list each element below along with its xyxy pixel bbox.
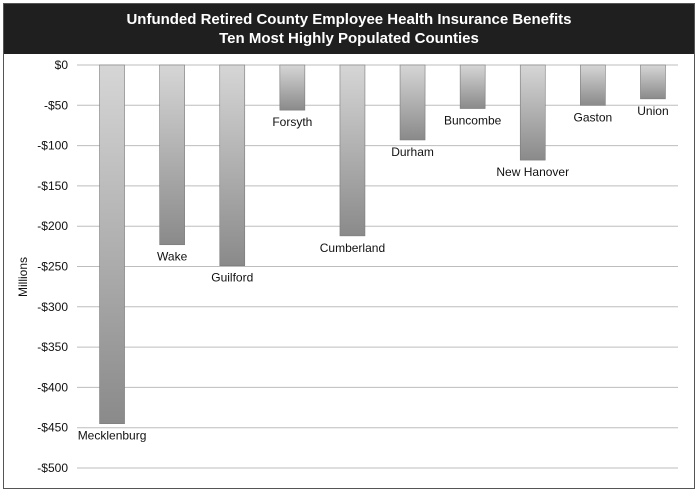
chart-subtitle: Ten Most Highly Populated Counties — [219, 30, 479, 47]
y-tick-label: $0 — [54, 58, 68, 72]
category-label-cumberland: Cumberland — [319, 240, 386, 255]
y-tick-label: -$400 — [37, 380, 68, 395]
category-label-union: Union — [637, 103, 669, 118]
chart-title: Unfunded Retired County Employee Health Insurance Benefits — [126, 11, 572, 28]
category-label-wake: Wake — [157, 249, 188, 264]
y-tick-label: -$200 — [37, 219, 68, 234]
y-tick-label: -$100 — [37, 138, 68, 153]
category-label-gaston: Gaston — [573, 110, 613, 125]
y-tick-label: -$350 — [37, 340, 68, 355]
bar-wake — [160, 65, 185, 245]
category-label-forsyth: Forsyth — [272, 115, 313, 130]
y-tick-label: -$450 — [37, 420, 68, 435]
category-label-buncombe: Buncombe — [443, 113, 502, 128]
y-axis-ticks — [37, 58, 68, 475]
bar-durham — [400, 65, 425, 140]
bar-new-hanover — [520, 65, 545, 160]
bar-mecklenburg — [100, 65, 125, 424]
y-tick-label: -$150 — [37, 178, 68, 193]
bar-union — [640, 65, 665, 99]
category-label-mecklenburg: Mecklenburg — [77, 428, 147, 443]
bar-cumberland — [340, 65, 365, 236]
bar-gaston — [580, 65, 605, 105]
y-tick-label: -$500 — [37, 461, 68, 475]
category-label-guilford: Guilford — [211, 270, 254, 285]
y-tick-label: -$300 — [37, 299, 68, 314]
y-tick-label: -$50 — [43, 98, 68, 113]
bar-guilford — [220, 65, 245, 266]
category-label-new-hanover: New Hanover — [496, 165, 570, 180]
y-axis-label: Millions — [16, 256, 30, 298]
bar-forsyth — [280, 65, 305, 110]
bar-buncombe — [460, 65, 485, 109]
category-label-durham: Durham — [391, 144, 434, 159]
y-tick-label: -$250 — [37, 259, 68, 274]
